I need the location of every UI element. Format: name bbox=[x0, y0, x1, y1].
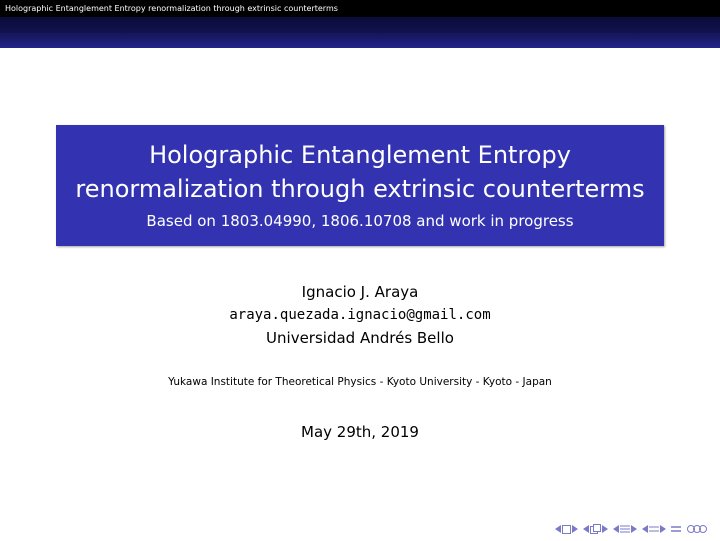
part-next-icon[interactable] bbox=[660, 525, 666, 533]
beamer-navigation bbox=[555, 522, 708, 536]
section-next-icon[interactable] bbox=[631, 525, 637, 533]
subsection-next-icon[interactable] bbox=[602, 525, 608, 533]
title-line-2: renormalization through extrinsic counterterms bbox=[75, 175, 645, 203]
subsection-box-icon bbox=[590, 524, 601, 534]
frame-prev-icon[interactable] bbox=[555, 525, 561, 533]
author-block bbox=[0, 281, 720, 350]
author-name: Ignacio J. Araya bbox=[301, 283, 419, 301]
subsection-prev-icon[interactable] bbox=[583, 525, 589, 533]
subtitle: Based on 1803.04990, 1806.10708 and work in progress bbox=[146, 212, 574, 230]
frame-nav bbox=[555, 525, 578, 534]
frame-next-icon[interactable] bbox=[572, 525, 578, 533]
part-prev-icon[interactable] bbox=[642, 525, 648, 533]
section-prev-icon[interactable] bbox=[613, 525, 619, 533]
part-nav bbox=[642, 524, 666, 534]
section-lines-icon bbox=[620, 524, 630, 534]
search-icon[interactable] bbox=[686, 524, 708, 534]
title-box bbox=[56, 125, 664, 246]
headline-text: Holographic Entanglement Entropy renormalization through extrinsic counterterms bbox=[5, 4, 338, 13]
part-lines-icon bbox=[649, 524, 659, 534]
section-nav bbox=[613, 524, 637, 534]
title-line-1: Holographic Entanglement Entropy bbox=[149, 141, 571, 169]
date: May 29th, 2019 bbox=[301, 423, 419, 441]
header-band bbox=[0, 17, 720, 48]
align-icon[interactable] bbox=[671, 524, 681, 534]
author-email[interactable]: araya.quezada.ignacio@gmail.com bbox=[229, 307, 491, 323]
headline-bar bbox=[0, 0, 720, 17]
institute: Yukawa Institute for Theoretical Physics - Kyoto University - Kyoto - Japan bbox=[168, 376, 552, 388]
frame-box-icon bbox=[562, 525, 571, 534]
subsection-nav bbox=[583, 524, 608, 534]
author-affiliation: Universidad Andrés Bello bbox=[266, 329, 454, 347]
header-stripe bbox=[0, 33, 720, 48]
